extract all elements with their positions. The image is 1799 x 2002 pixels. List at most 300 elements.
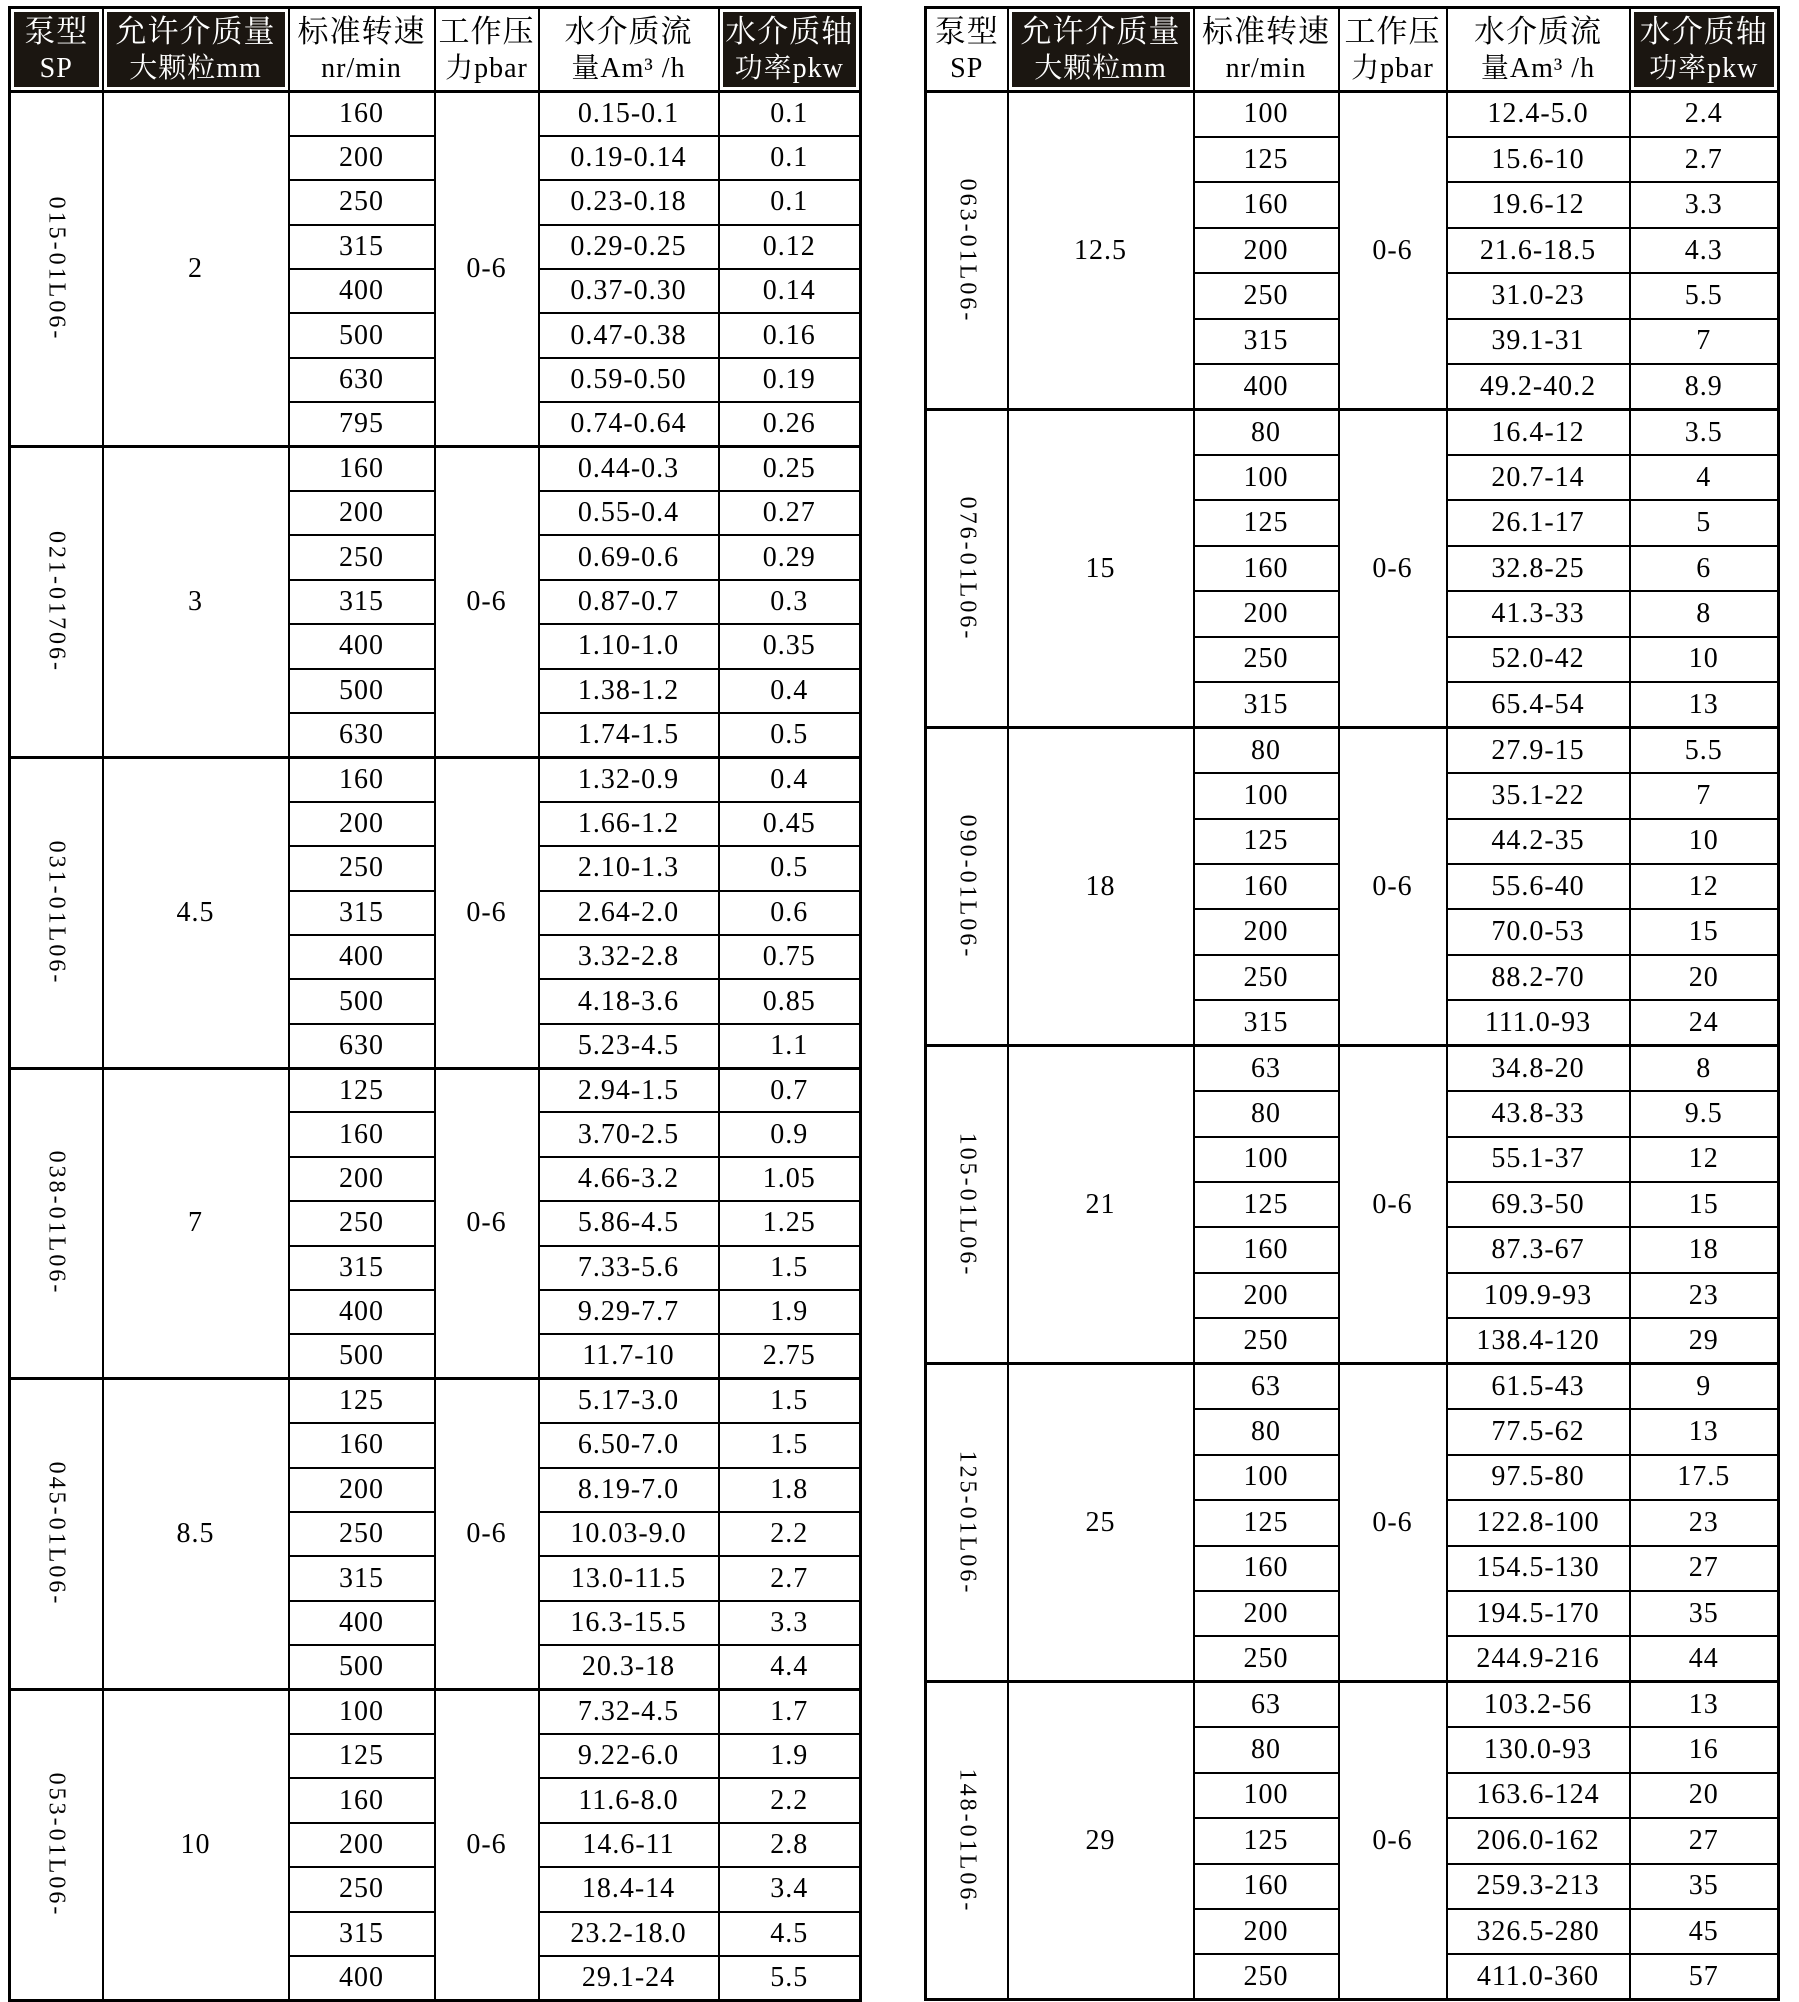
power-cell: 12 <box>1630 1137 1779 1182</box>
flow-cell: 23.2-18.0 <box>539 1912 719 1956</box>
power-cell: 2.2 <box>719 1778 861 1822</box>
flow-cell: 44.2-35 <box>1447 819 1630 864</box>
flow-cell: 194.5-170 <box>1447 1591 1630 1636</box>
pressure-cell: 0-6 <box>1339 1364 1447 1682</box>
flow-cell: 27.9-15 <box>1447 728 1630 773</box>
flow-cell: 11.6-8.0 <box>539 1778 719 1822</box>
table-row <box>10 1068 861 1112</box>
header-speed: 标准转速 nr/min <box>1194 8 1339 92</box>
power-cell: 1.5 <box>719 1379 861 1423</box>
speed-cell: 400 <box>289 1290 435 1334</box>
power-cell: 1.7 <box>719 1690 861 1734</box>
power-cell: 0.26 <box>719 402 861 446</box>
flow-cell: 326.5-280 <box>1447 1909 1630 1954</box>
speed-cell: 315 <box>1194 319 1339 364</box>
pump-model-cell <box>926 1682 1008 2000</box>
flow-cell: 88.2-70 <box>1447 955 1630 1000</box>
flow-cell: 55.6-40 <box>1447 864 1630 909</box>
table-row <box>926 410 1779 455</box>
flow-cell: 1.66-1.2 <box>539 802 719 846</box>
pump-model-cell <box>926 1364 1008 1682</box>
power-cell: 0.1 <box>719 92 861 136</box>
spec-table-right <box>924 6 1780 2001</box>
header-particle: 允许介质量 大颗粒mm <box>1008 8 1194 92</box>
speed-cell: 200 <box>289 491 435 535</box>
power-cell: 0.3 <box>719 580 861 624</box>
power-cell: 0.12 <box>719 225 861 269</box>
speed-cell: 315 <box>289 1556 435 1600</box>
speed-cell: 400 <box>289 624 435 668</box>
speed-cell: 125 <box>289 1068 435 1112</box>
flow-cell: 87.3-67 <box>1447 1227 1630 1272</box>
pump-model-cell <box>10 1690 103 2001</box>
flow-cell: 411.0-360 <box>1447 1954 1630 1999</box>
speed-cell: 125 <box>289 1734 435 1778</box>
table-row <box>10 447 861 491</box>
speed-cell: 80 <box>1194 410 1339 455</box>
particle-size-cell: 12.5 <box>1008 92 1194 410</box>
table-row <box>10 1379 861 1423</box>
power-cell: 0.27 <box>719 491 861 535</box>
pressure-cell: 0-6 <box>435 1690 539 2001</box>
flow-cell: 52.0-42 <box>1447 637 1630 682</box>
flow-cell: 13.0-11.5 <box>539 1556 719 1600</box>
flow-cell: 3.32-2.8 <box>539 935 719 979</box>
flow-cell: 0.87-0.7 <box>539 580 719 624</box>
header-power: 水介质轴 功率pkw <box>1630 8 1779 92</box>
power-cell: 0.14 <box>719 269 861 313</box>
speed-cell: 500 <box>289 313 435 357</box>
power-cell: 20 <box>1630 1773 1779 1818</box>
flow-cell: 7.32-4.5 <box>539 1690 719 1734</box>
speed-cell: 125 <box>1194 137 1339 182</box>
flow-cell: 0.37-0.30 <box>539 269 719 313</box>
table-row <box>926 728 1779 773</box>
speed-cell: 100 <box>289 1690 435 1734</box>
flow-cell: 4.18-3.6 <box>539 979 719 1023</box>
speed-cell: 315 <box>289 891 435 935</box>
header-model: 泵型 SP <box>926 8 1008 92</box>
flow-cell: 5.86-4.5 <box>539 1201 719 1245</box>
power-cell: 35 <box>1630 1864 1779 1909</box>
speed-cell: 100 <box>1194 773 1339 818</box>
flow-cell: 154.5-130 <box>1447 1546 1630 1591</box>
speed-cell: 63 <box>1194 1046 1339 1091</box>
pump-model-text: 090-01L06- <box>954 814 981 959</box>
speed-cell: 250 <box>1194 637 1339 682</box>
speed-cell: 315 <box>289 1246 435 1290</box>
speed-cell: 160 <box>289 1778 435 1822</box>
pump-model-cell <box>926 410 1008 728</box>
header-pressure: 工作压 力pbar <box>1339 8 1447 92</box>
speed-cell: 630 <box>289 1024 435 1068</box>
speed-cell: 80 <box>1194 1727 1339 1772</box>
speed-cell: 200 <box>1194 591 1339 636</box>
speed-cell: 80 <box>1194 1409 1339 1454</box>
power-cell: 5.5 <box>719 1956 861 2000</box>
power-cell: 9.5 <box>1630 1091 1779 1136</box>
pump-model-cell <box>10 1068 103 1379</box>
power-cell: 6 <box>1630 546 1779 591</box>
flow-cell: 0.55-0.4 <box>539 491 719 535</box>
spec-table-left <box>8 6 862 2002</box>
power-cell: 2.7 <box>719 1556 861 1600</box>
power-cell: 0.6 <box>719 891 861 935</box>
header-model: 泵型 SP <box>10 8 103 92</box>
power-cell: 0.4 <box>719 669 861 713</box>
speed-cell: 63 <box>1194 1682 1339 1727</box>
particle-size-cell: 15 <box>1008 410 1194 728</box>
power-cell: 18 <box>1630 1227 1779 1272</box>
flow-cell: 10.03-9.0 <box>539 1512 719 1556</box>
speed-cell: 315 <box>289 225 435 269</box>
flow-cell: 12.4-5.0 <box>1447 92 1630 137</box>
flow-cell: 69.3-50 <box>1447 1182 1630 1227</box>
speed-cell: 630 <box>289 713 435 757</box>
speed-cell: 250 <box>1194 1954 1339 1999</box>
flow-cell: 0.44-0.3 <box>539 447 719 491</box>
speed-cell: 100 <box>1194 455 1339 500</box>
table-row <box>926 1682 1779 1727</box>
speed-cell: 200 <box>289 1468 435 1512</box>
flow-cell: 0.59-0.50 <box>539 358 719 402</box>
speed-cell: 160 <box>1194 1864 1339 1909</box>
pump-model-text: 076-01L06- <box>954 496 981 641</box>
speed-cell: 160 <box>289 1423 435 1467</box>
table-row <box>10 757 861 801</box>
table-row <box>10 1690 861 1734</box>
pump-model-text: 021-01706- <box>43 530 70 673</box>
flow-cell: 41.3-33 <box>1447 591 1630 636</box>
power-cell: 7 <box>1630 319 1779 364</box>
power-cell: 8 <box>1630 591 1779 636</box>
speed-cell: 315 <box>289 580 435 624</box>
pressure-cell: 0-6 <box>435 447 539 758</box>
speed-cell: 100 <box>1194 1773 1339 1818</box>
flow-cell: 19.6-12 <box>1447 182 1630 227</box>
power-cell: 4.5 <box>719 1912 861 1956</box>
pump-model-text: 045-01L06- <box>43 1461 70 1607</box>
power-cell: 27 <box>1630 1546 1779 1591</box>
speed-cell: 500 <box>289 1645 435 1689</box>
power-cell: 4.4 <box>719 1645 861 1689</box>
flow-cell: 70.0-53 <box>1447 909 1630 954</box>
speed-cell: 400 <box>289 1601 435 1645</box>
speed-cell: 795 <box>289 402 435 446</box>
speed-cell: 200 <box>1194 1273 1339 1318</box>
power-cell: 13 <box>1630 1682 1779 1727</box>
flow-cell: 49.2-40.2 <box>1447 364 1630 409</box>
power-cell: 2.4 <box>1630 92 1779 137</box>
power-cell: 0.5 <box>719 846 861 890</box>
speed-cell: 500 <box>289 979 435 1023</box>
flow-cell: 2.94-1.5 <box>539 1068 719 1112</box>
flow-cell: 4.66-3.2 <box>539 1157 719 1201</box>
pump-model-text: 063-01L06- <box>954 178 981 323</box>
power-cell: 0.25 <box>719 447 861 491</box>
power-cell: 44 <box>1630 1636 1779 1681</box>
pressure-cell: 0-6 <box>435 757 539 1068</box>
particle-size-cell: 29 <box>1008 1682 1194 2000</box>
header-particle: 允许介质量 大颗粒mm <box>103 8 289 92</box>
power-cell: 0.16 <box>719 313 861 357</box>
power-cell: 9 <box>1630 1364 1779 1409</box>
particle-size-cell: 3 <box>103 447 289 758</box>
power-cell: 3.3 <box>719 1601 861 1645</box>
particle-size-cell: 10 <box>103 1690 289 2001</box>
flow-cell: 0.47-0.38 <box>539 313 719 357</box>
power-cell: 8 <box>1630 1046 1779 1091</box>
flow-cell: 0.23-0.18 <box>539 180 719 224</box>
pressure-cell: 0-6 <box>1339 410 1447 728</box>
power-cell: 0.9 <box>719 1112 861 1156</box>
particle-size-cell: 7 <box>103 1068 289 1379</box>
flow-cell: 97.5-80 <box>1447 1455 1630 1500</box>
particle-size-cell: 2 <box>103 92 289 447</box>
flow-cell: 9.22-6.0 <box>539 1734 719 1778</box>
pressure-cell: 0-6 <box>1339 1046 1447 1364</box>
power-cell: 1.9 <box>719 1734 861 1778</box>
particle-size-cell: 18 <box>1008 728 1194 1046</box>
speed-cell: 200 <box>1194 909 1339 954</box>
table-row <box>926 1364 1779 1409</box>
power-cell: 3.4 <box>719 1867 861 1911</box>
power-cell: 1.1 <box>719 1024 861 1068</box>
speed-cell: 250 <box>289 535 435 579</box>
header-row <box>926 8 1779 92</box>
flow-cell: 34.8-20 <box>1447 1046 1630 1091</box>
header-row <box>10 8 861 92</box>
speed-cell: 80 <box>1194 1091 1339 1136</box>
power-cell: 2.8 <box>719 1823 861 1867</box>
flow-cell: 122.8-100 <box>1447 1500 1630 1545</box>
power-cell: 10 <box>1630 637 1779 682</box>
speed-cell: 125 <box>289 1379 435 1423</box>
speed-cell: 400 <box>289 269 435 313</box>
flow-cell: 109.9-93 <box>1447 1273 1630 1318</box>
pressure-cell: 0-6 <box>1339 1682 1447 2000</box>
speed-cell: 250 <box>1194 955 1339 1000</box>
flow-cell: 0.29-0.25 <box>539 225 719 269</box>
flow-cell: 43.8-33 <box>1447 1091 1630 1136</box>
power-cell: 45 <box>1630 1909 1779 1954</box>
table-row <box>926 92 1779 137</box>
power-cell: 0.29 <box>719 535 861 579</box>
speed-cell: 160 <box>1194 1546 1339 1591</box>
power-cell: 1.8 <box>719 1468 861 1512</box>
power-cell: 13 <box>1630 682 1779 727</box>
speed-cell: 125 <box>1194 500 1339 545</box>
power-cell: 5.5 <box>1630 728 1779 773</box>
pump-model-text: 105-01L06- <box>954 1132 981 1278</box>
pump-model-cell <box>10 1379 103 1690</box>
pump-model-text: 125-01L06- <box>954 1450 981 1596</box>
speed-cell: 200 <box>1194 228 1339 273</box>
flow-cell: 103.2-56 <box>1447 1682 1630 1727</box>
speed-cell: 80 <box>1194 728 1339 773</box>
speed-cell: 125 <box>1194 1818 1339 1863</box>
speed-cell: 315 <box>289 1912 435 1956</box>
flow-cell: 5.17-3.0 <box>539 1379 719 1423</box>
flow-cell: 14.6-11 <box>539 1823 719 1867</box>
pressure-cell: 0-6 <box>1339 92 1447 410</box>
flow-cell: 65.4-54 <box>1447 682 1630 727</box>
speed-cell: 400 <box>289 935 435 979</box>
power-cell: 17.5 <box>1630 1455 1779 1500</box>
pump-model-text: 015-01L06- <box>43 196 70 342</box>
speed-cell: 160 <box>289 1112 435 1156</box>
power-cell: 1.05 <box>719 1157 861 1201</box>
particle-size-cell: 25 <box>1008 1364 1194 1682</box>
table-row <box>10 92 861 136</box>
speed-cell: 250 <box>289 1867 435 1911</box>
pressure-cell: 0-6 <box>435 92 539 447</box>
speed-cell: 160 <box>1194 864 1339 909</box>
flow-cell: 244.9-216 <box>1447 1636 1630 1681</box>
pressure-cell: 0-6 <box>435 1068 539 1379</box>
speed-cell: 200 <box>289 136 435 180</box>
flow-cell: 61.5-43 <box>1447 1364 1630 1409</box>
speed-cell: 160 <box>289 92 435 136</box>
flow-cell: 1.74-1.5 <box>539 713 719 757</box>
table-body-right <box>926 92 1779 2000</box>
header-flow: 水介质流 量Am³ /h <box>539 8 719 92</box>
speed-cell: 100 <box>1194 1137 1339 1182</box>
flow-cell: 32.8-25 <box>1447 546 1630 591</box>
power-cell: 5.5 <box>1630 273 1779 318</box>
flow-cell: 163.6-124 <box>1447 1773 1630 1818</box>
power-cell: 20 <box>1630 955 1779 1000</box>
flow-cell: 15.6-10 <box>1447 137 1630 182</box>
speed-cell: 400 <box>289 1956 435 2000</box>
flow-cell: 55.1-37 <box>1447 1137 1630 1182</box>
power-cell: 4.3 <box>1630 228 1779 273</box>
speed-cell: 200 <box>1194 1591 1339 1636</box>
pressure-cell: 0-6 <box>1339 728 1447 1046</box>
speed-cell: 100 <box>1194 1455 1339 1500</box>
power-cell: 8.9 <box>1630 364 1779 409</box>
power-cell: 0.35 <box>719 624 861 668</box>
flow-cell: 6.50-7.0 <box>539 1423 719 1467</box>
flow-cell: 20.3-18 <box>539 1645 719 1689</box>
power-cell: 4 <box>1630 455 1779 500</box>
speed-cell: 200 <box>1194 1909 1339 1954</box>
flow-cell: 1.32-0.9 <box>539 757 719 801</box>
power-cell: 35 <box>1630 1591 1779 1636</box>
speed-cell: 125 <box>1194 1500 1339 1545</box>
power-cell: 0.85 <box>719 979 861 1023</box>
pump-model-cell <box>926 728 1008 1046</box>
speed-cell: 250 <box>1194 1636 1339 1681</box>
flow-cell: 29.1-24 <box>539 1956 719 2000</box>
power-cell: 1.25 <box>719 1201 861 1245</box>
flow-cell: 2.10-1.3 <box>539 846 719 890</box>
flow-cell: 111.0-93 <box>1447 1000 1630 1045</box>
power-cell: 15 <box>1630 1182 1779 1227</box>
pump-model-text: 053-01L06- <box>43 1772 70 1918</box>
power-cell: 2.75 <box>719 1334 861 1378</box>
flow-cell: 35.1-22 <box>1447 773 1630 818</box>
flow-cell: 21.6-18.5 <box>1447 228 1630 273</box>
power-cell: 1.5 <box>719 1423 861 1467</box>
pressure-cell: 0-6 <box>435 1379 539 1690</box>
speed-cell: 200 <box>289 1823 435 1867</box>
particle-size-cell: 21 <box>1008 1046 1194 1364</box>
power-cell: 0.5 <box>719 713 861 757</box>
flow-cell: 0.69-0.6 <box>539 535 719 579</box>
speed-cell: 250 <box>1194 273 1339 318</box>
table-header-right <box>926 8 1779 92</box>
speed-cell: 400 <box>1194 364 1339 409</box>
speed-cell: 500 <box>289 669 435 713</box>
flow-cell: 31.0-23 <box>1447 273 1630 318</box>
speed-cell: 160 <box>289 757 435 801</box>
speed-cell: 315 <box>1194 682 1339 727</box>
flow-cell: 5.23-4.5 <box>539 1024 719 1068</box>
power-cell: 0.75 <box>719 935 861 979</box>
pump-model-text: 148-01L06- <box>954 1768 981 1914</box>
speed-cell: 250 <box>289 1512 435 1556</box>
pump-model-cell <box>926 92 1008 410</box>
flow-cell: 26.1-17 <box>1447 500 1630 545</box>
flow-cell: 16.4-12 <box>1447 410 1630 455</box>
table-header-left <box>10 8 861 92</box>
power-cell: 0.1 <box>719 136 861 180</box>
power-cell: 0.45 <box>719 802 861 846</box>
flow-cell: 1.38-1.2 <box>539 669 719 713</box>
power-cell: 57 <box>1630 1954 1779 1999</box>
flow-cell: 9.29-7.7 <box>539 1290 719 1334</box>
flow-cell: 7.33-5.6 <box>539 1246 719 1290</box>
header-power: 水介质轴 功率pkw <box>719 8 861 92</box>
pump-model-cell <box>10 757 103 1068</box>
flow-cell: 206.0-162 <box>1447 1818 1630 1863</box>
flow-cell: 130.0-93 <box>1447 1727 1630 1772</box>
power-cell: 1.5 <box>719 1246 861 1290</box>
power-cell: 0.19 <box>719 358 861 402</box>
power-cell: 0.1 <box>719 180 861 224</box>
speed-cell: 630 <box>289 358 435 402</box>
speed-cell: 200 <box>289 1157 435 1201</box>
flow-cell: 0.74-0.64 <box>539 402 719 446</box>
speed-cell: 160 <box>289 447 435 491</box>
table-row <box>926 1046 1779 1091</box>
speed-cell: 250 <box>289 180 435 224</box>
pump-model-cell <box>10 92 103 447</box>
speed-cell: 100 <box>1194 92 1339 137</box>
speed-cell: 500 <box>289 1334 435 1378</box>
flow-cell: 16.3-15.5 <box>539 1601 719 1645</box>
speed-cell: 160 <box>1194 1227 1339 1272</box>
speed-cell: 200 <box>289 802 435 846</box>
power-cell: 3.5 <box>1630 410 1779 455</box>
power-cell: 5 <box>1630 500 1779 545</box>
power-cell: 2.7 <box>1630 137 1779 182</box>
header-pressure: 工作压 力pbar <box>435 8 539 92</box>
power-cell: 16 <box>1630 1727 1779 1772</box>
power-cell: 0.7 <box>719 1068 861 1112</box>
flow-cell: 2.64-2.0 <box>539 891 719 935</box>
flow-cell: 138.4-120 <box>1447 1318 1630 1363</box>
speed-cell: 160 <box>1194 546 1339 591</box>
power-cell: 23 <box>1630 1273 1779 1318</box>
pump-model-cell <box>10 447 103 758</box>
particle-size-cell: 4.5 <box>103 757 289 1068</box>
speed-cell: 125 <box>1194 819 1339 864</box>
power-cell: 12 <box>1630 864 1779 909</box>
header-speed: 标准转速 nr/min <box>289 8 435 92</box>
table-body-left <box>10 92 861 2001</box>
